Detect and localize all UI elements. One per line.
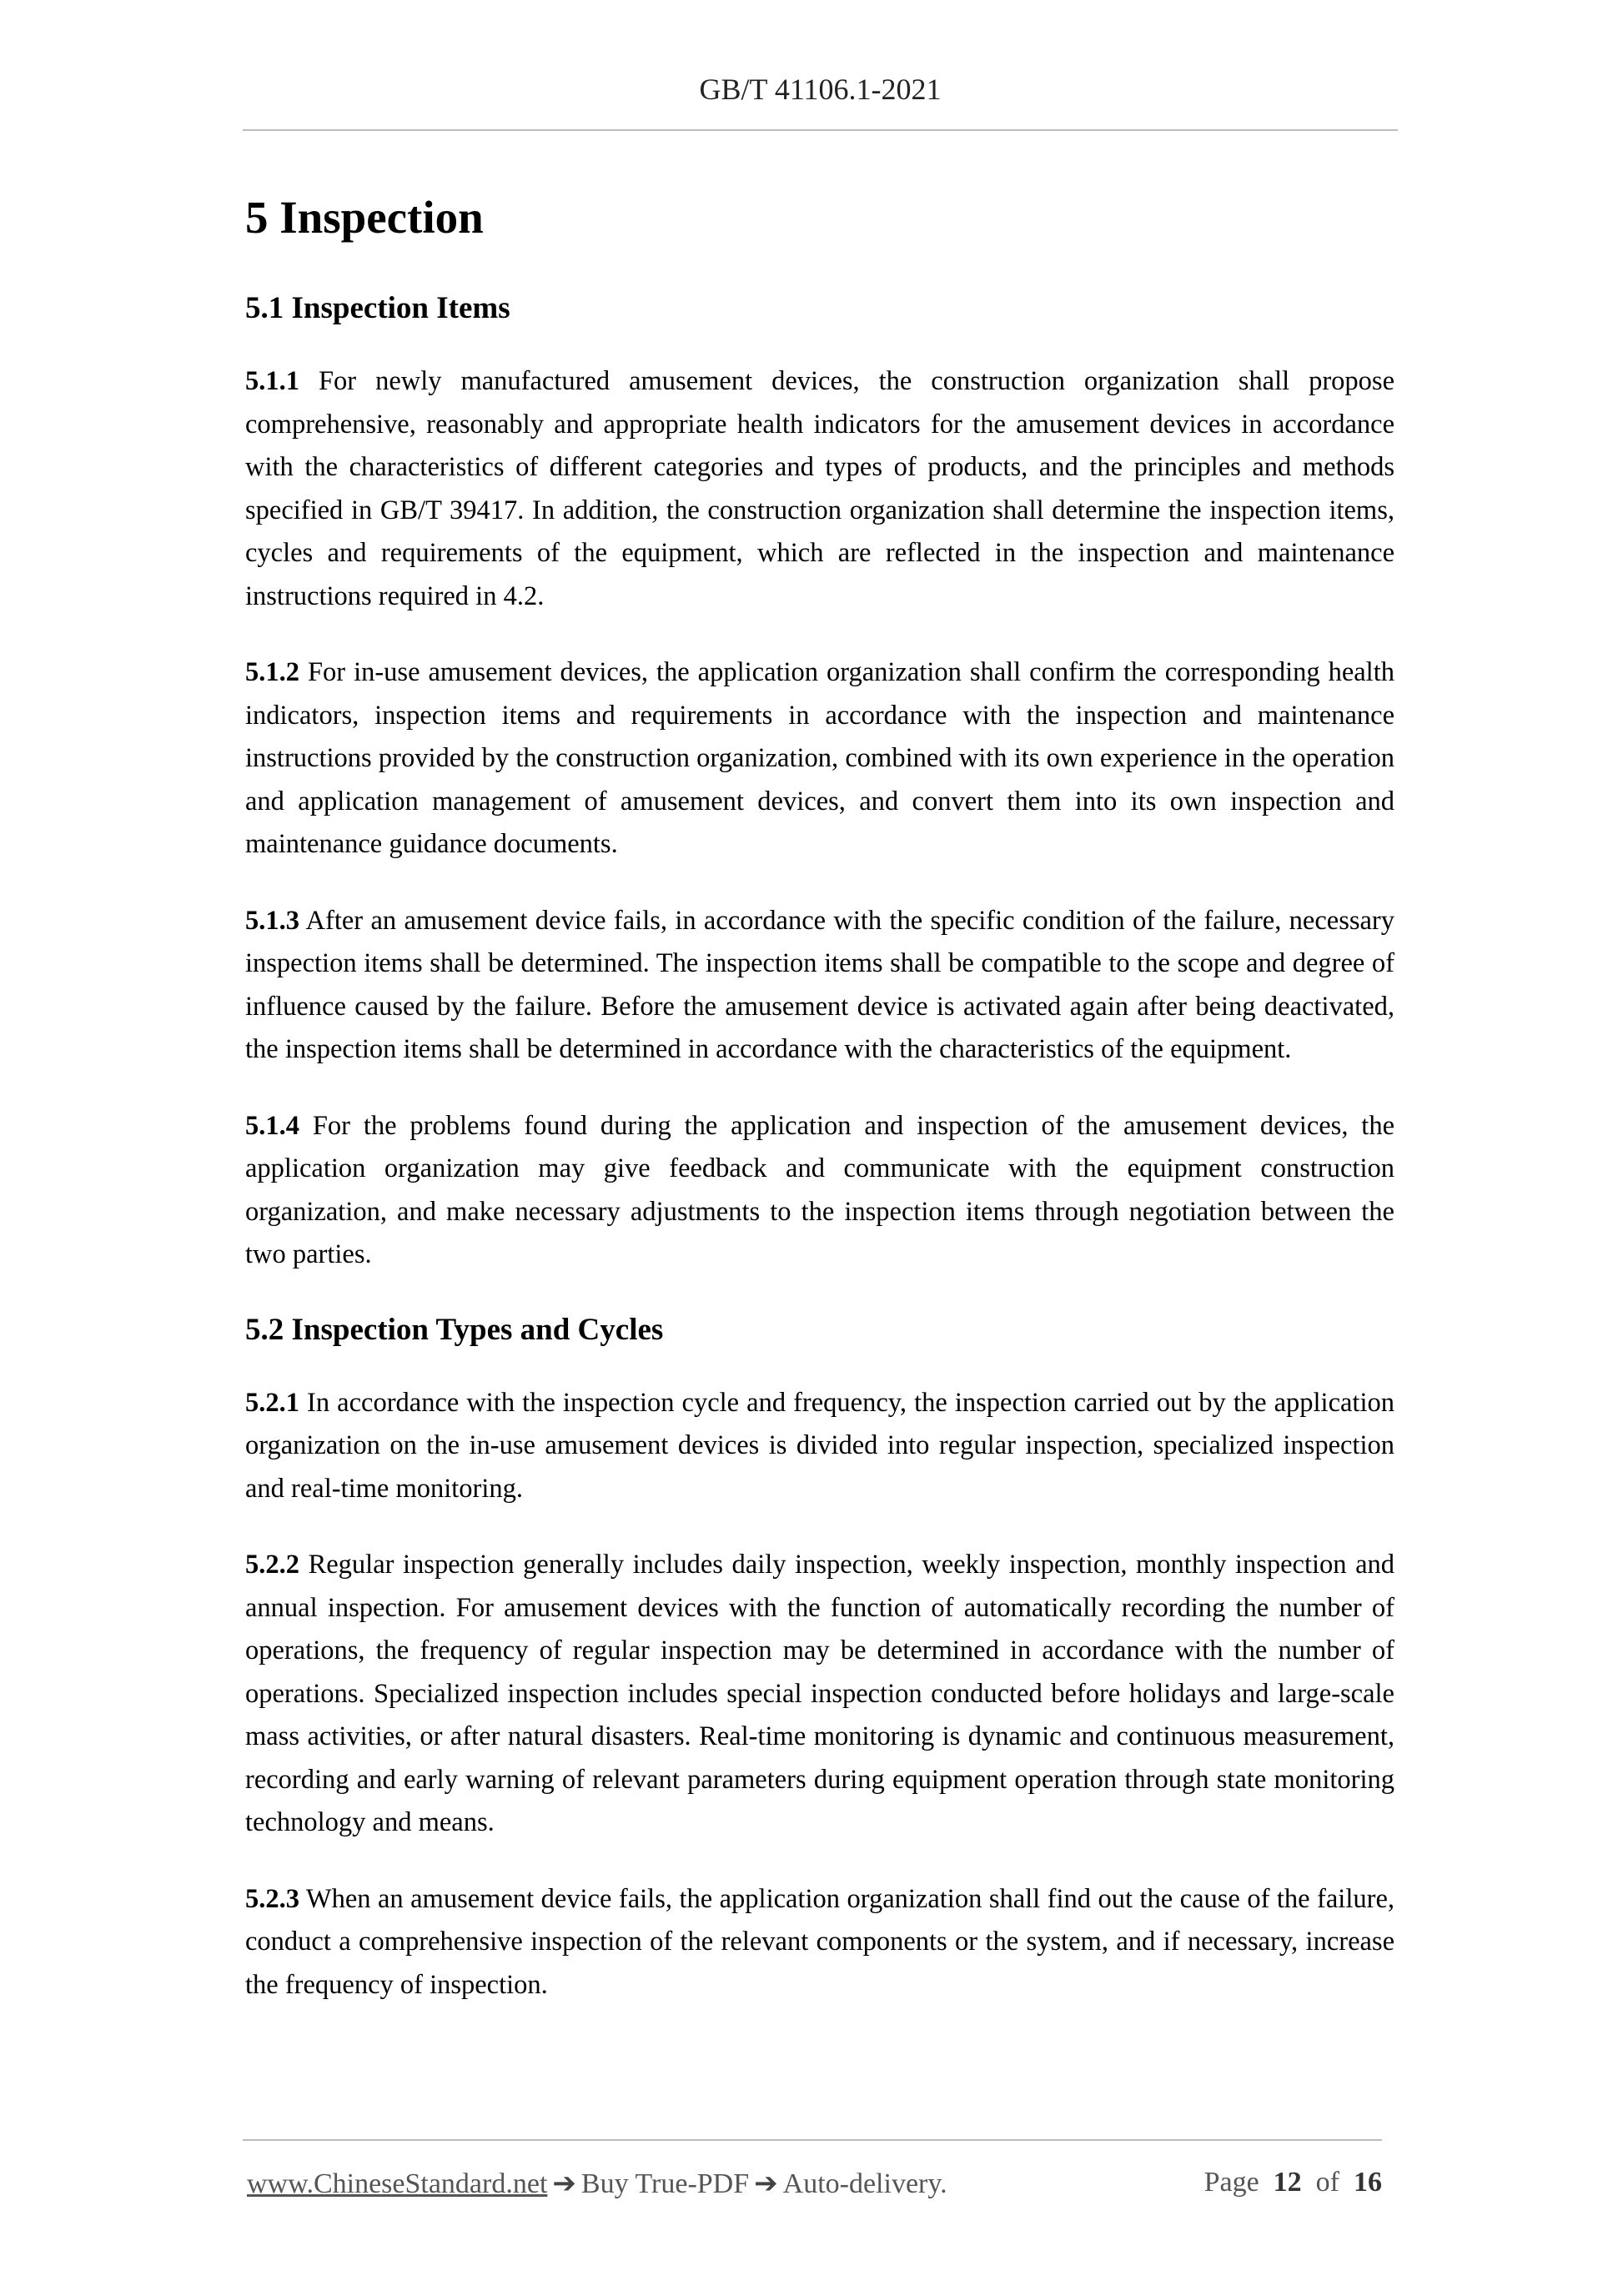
page-number: [1204, 2167, 1382, 2198]
clause-number: 5.1.3: [245, 905, 299, 936]
clause-number: 5.1.4: [245, 1110, 299, 1141]
clause-number: 5.2.2: [245, 1550, 299, 1580]
clause-text: In accordance with the inspection cycle and frequency, the inspection carried out by the application organization on the in-use amusement devices is divided into regular inspection, specialized inspection and real-time monitoring.: [245, 1387, 1394, 1504]
clause-text: When an amusement device fails, the application organization shall find out the cause of the failure, conduct a comprehensive inspection of the relevant components or the system, and if necessary, increase the frequency of inspection.: [245, 1883, 1394, 2000]
buy-pdf-text: Buy True-PDF: [580, 2168, 750, 2199]
clause-number: 5.1.2: [245, 657, 299, 688]
clause-text: Regular inspection generally includes daily inspection, weekly inspection, monthly inspection and annual inspection. For amusement devices with the function of automatically recording the number of operations, the frequency of regular inspection may be determined in accordance with the number of operations. Specialized inspection includes special inspection conducted before holidays and large-scale mass activities, or after natural disasters. Real-time monitoring is dynamic and continuous measurement, recording and early warning of relevant parameters during equipment operation through state monitoring technology and means.: [245, 1550, 1395, 1838]
clause-text: For the problems found during the application and inspection of the amusement devices, the application organization may give feedback and communicate with the equipment construction organization, and make necessary adjustments to the inspection items through negotiation between the two parties.: [245, 1110, 1395, 1270]
website-link[interactable]: www.ChineseStandard.net: [247, 2168, 548, 2199]
clause-text: After an amusement device fails, in accordance with the specific condition of the failure, necessary inspection items shall be determined. The inspection items shall be compatible to the scope and degree of influence caused by the failure. Before the amusement device is activated again after being deactivated, the inspection items shall be determined in accordance with the characteristics of the equipment.: [245, 905, 1394, 1065]
page-header-title: GB/T 41106.1-2021: [699, 73, 942, 106]
auto-delivery-text: Auto-delivery.: [782, 2168, 947, 2199]
paragraph-5-2-3: [245, 1878, 1394, 2007]
footer-promo: [247, 2167, 947, 2200]
clause-text: For newly manufactured amusement devices, the construction organization shall propose comprehensive, reasonably and appropriate health indicators for the amusement devices in accordance with the characteristics of different categories and types of products, and the principles and methods specified in GB/T 39417. In addition, the construction organization shall determine the inspection items, cycles and requirements of the equipment, which are reflected in the inspection and maintenance instructions required in 4.2.: [245, 366, 1394, 611]
paragraph-5-2-2: [245, 1544, 1394, 1845]
paragraph-5-1-2: [245, 651, 1394, 867]
page-label: Page: [1203, 2167, 1259, 2198]
footer-divider: [243, 2139, 1382, 2141]
page-current: 12: [1273, 2167, 1302, 2198]
paragraph-5-1-3: [245, 900, 1394, 1072]
section-title: 5 Inspection: [245, 192, 484, 243]
paragraph-5-2-1: [245, 1382, 1394, 1511]
paragraph-5-1-4: [245, 1105, 1394, 1277]
clause-number: 5.2.1: [245, 1387, 299, 1418]
document-body: [245, 190, 1394, 2040]
clause-number: 5.2.3: [245, 1883, 299, 1914]
arrow-right-icon: ➔: [754, 2168, 778, 2199]
subsection-title-5-2: 5.2 Inspection Types and Cycles: [245, 1312, 664, 1347]
page-total: 16: [1354, 2167, 1382, 2198]
paragraph-5-1-1: [245, 360, 1394, 618]
subsection-title-5-1: 5.1 Inspection Items: [245, 291, 510, 325]
arrow-right-icon: ➔: [552, 2168, 576, 2199]
clause-number: 5.1.1: [245, 366, 299, 397]
header-divider: [243, 129, 1398, 131]
of-label: of: [1315, 2167, 1339, 2198]
clause-text: For in-use amusement devices, the application organization shall confirm the corresponding health indicators, inspection items and requirements in accordance with the inspection and maintenance instructions provided by the construction organization, combined with its own experience in the operation and application management of amusement devices, and convert them into its own inspection and maintenance guidance documents.: [245, 657, 1394, 860]
